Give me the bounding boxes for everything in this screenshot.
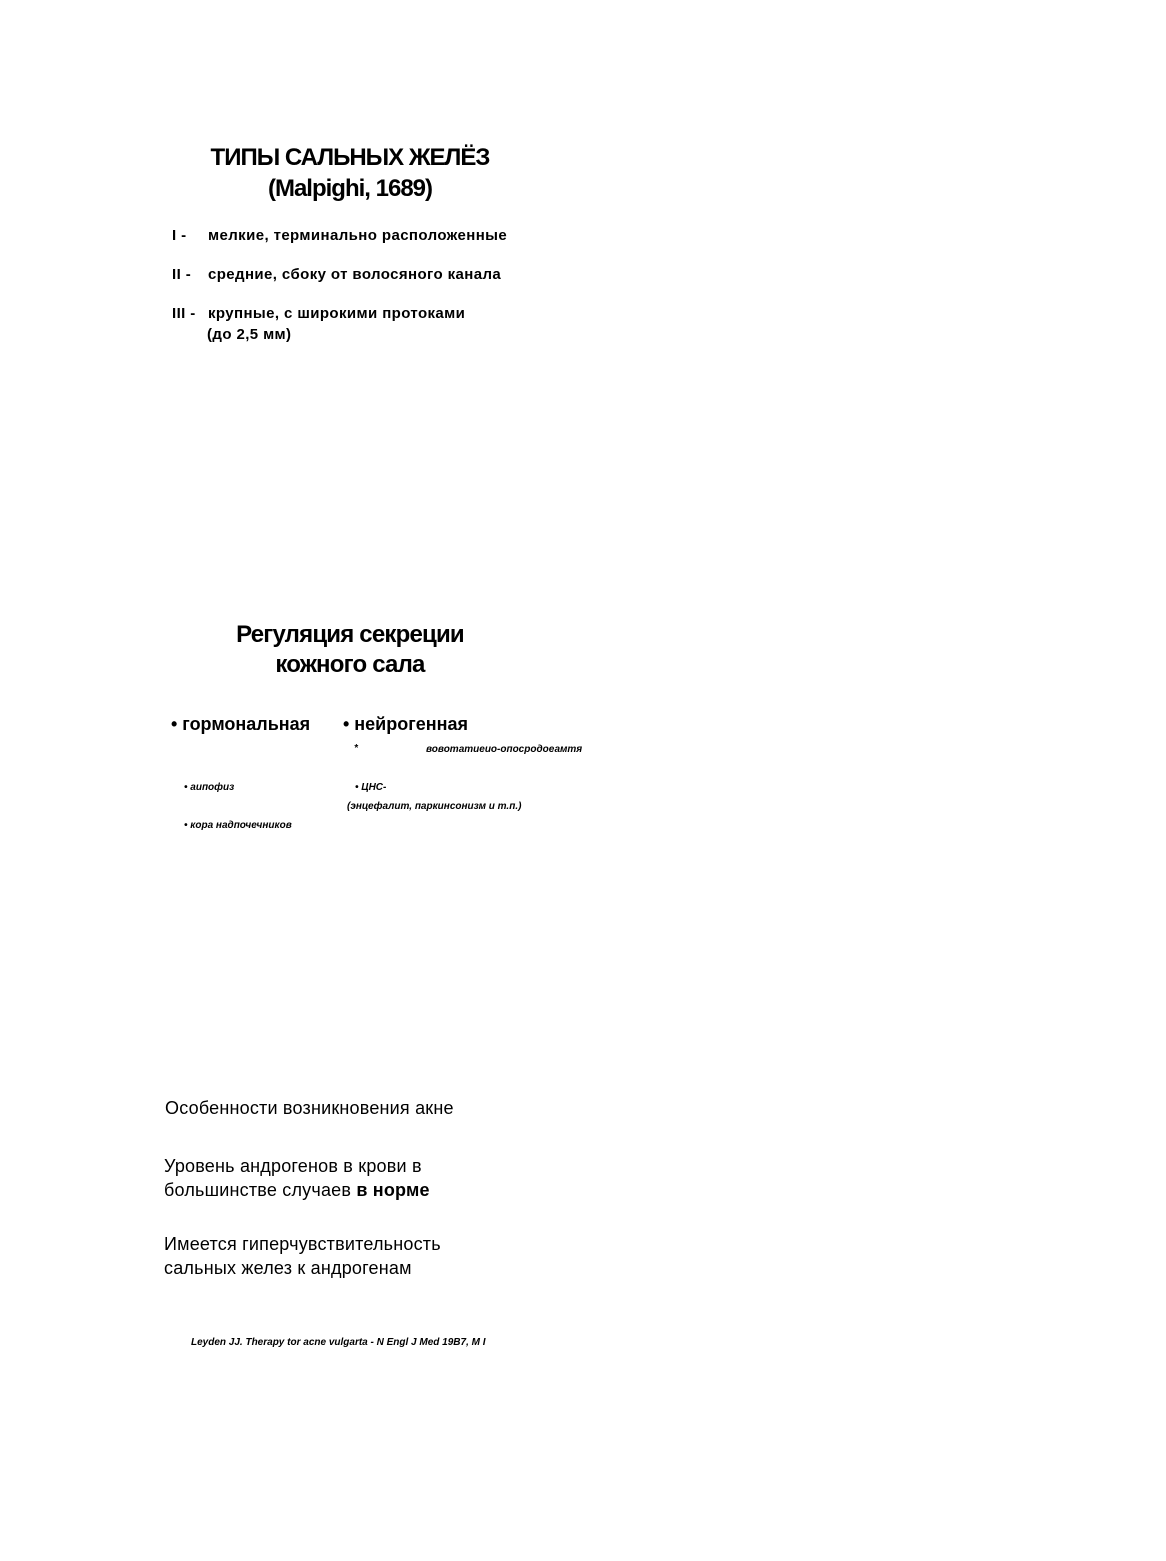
section1-title xyxy=(150,142,550,204)
hypersensitivity-line1: Имеется гиперчувствительность xyxy=(164,1234,441,1254)
acne-heading: Особенности возникновения акне xyxy=(165,1098,454,1118)
neurogenic-star: * xyxy=(354,743,358,754)
hormonal-item: • аипофиз xyxy=(184,782,235,793)
gland-type-item xyxy=(172,265,572,285)
gland-type-number: III - xyxy=(172,305,196,322)
hypersensitivity-line2: сальных желез к андрогенам xyxy=(164,1258,412,1278)
androgen-level-plain: большинстве случаев xyxy=(164,1180,357,1200)
neurogenic-cns: • ЦНС- xyxy=(355,782,387,793)
section2-title xyxy=(150,620,550,680)
gland-type-item xyxy=(172,304,572,324)
gland-type-continuation: (до 2,5 мм) xyxy=(207,326,292,343)
section1-title-line1: ТИПЫ САЛЬНЫХ ЖЕЛЁЗ xyxy=(210,144,490,171)
section2-title-line2: кожного сала xyxy=(275,651,425,678)
androgen-level-bold: в норме xyxy=(356,1180,430,1200)
neurogenic-heading: • нейрогенная xyxy=(343,714,469,734)
gland-type-text: крупные, с широкими протоками xyxy=(208,305,466,322)
neurogenic-note: вовотатиеио-опосродоеамтя xyxy=(426,744,583,755)
section2-title-line1: Регуляция секреции xyxy=(236,621,464,648)
hormonal-item: • кора надпочечников xyxy=(184,820,292,831)
hypersensitivity-paragraph xyxy=(164,1232,441,1280)
androgen-level-line1: Уровень андрогенов в крови в xyxy=(164,1156,422,1176)
section1-title-line2: (Malpighi, 1689) xyxy=(267,175,433,202)
gland-type-item xyxy=(172,226,572,246)
gland-type-text: мелкие, терминально расположенные xyxy=(208,227,508,244)
gland-type-number: II - xyxy=(172,266,192,283)
neurogenic-cns-note: (энцефалит, паркинсонизм и т.п.) xyxy=(347,801,522,812)
hormonal-heading: • гормональная xyxy=(171,714,311,734)
gland-type-text: средние, сбоку от волосяного канала xyxy=(208,266,502,283)
androgen-level-line2 xyxy=(164,1178,430,1202)
reference-citation: Leyden JJ. Therapy tor acne vulgarta - N Engl J Med 19B7, M I xyxy=(191,1337,486,1348)
androgen-level-paragraph xyxy=(164,1154,430,1202)
gland-type-number: I - xyxy=(172,227,187,244)
